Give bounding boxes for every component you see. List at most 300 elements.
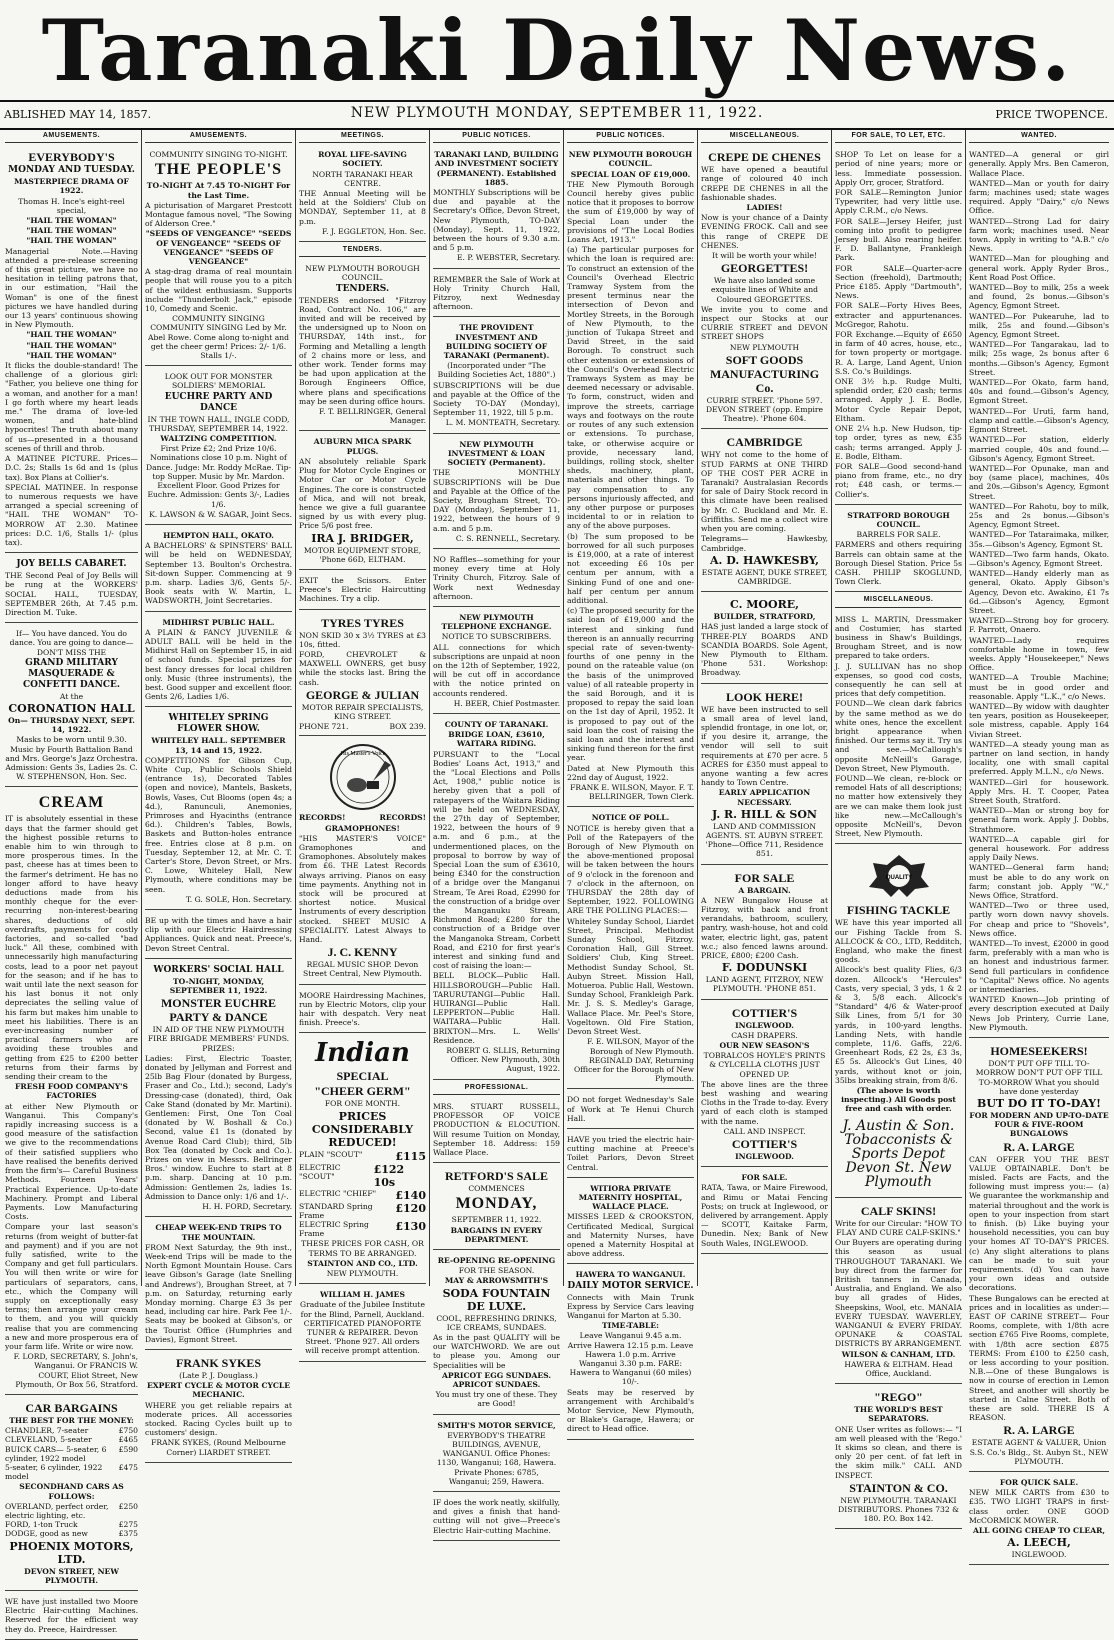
ad-look-here [701, 686, 828, 865]
ad-body: THE New Plymouth Borough Council hereby gives public notice that it proposes to borrow the sum of £19,000 by way of Special Loan under the provisions of "The Local Bodies Loans Act, 1913." [567, 179, 694, 245]
price-row: STANDARD Spring Frame £120 [299, 1201, 426, 1220]
ad-line: STAINTON AND CO., LTD. [307, 1258, 418, 1268]
ad-sign: H. BEER, Chief Postmaster. [453, 698, 560, 708]
ad-sale-reminder [567, 1091, 694, 1129]
ad-body: IT is absolutely essential in these days that the farmer should get the highest possible returns to enable him to win through to more prosperous times. In the past, cheese has at times been to the farmer's detriment. He has no longer afford to have heavy deductions made from his monthly cheque for the ever-recurring non-interest-bearing shares, deductions of old overdrafts, payments for costly factories, and so-called "bad luck." All these, combined with unnecessarily high manufacturing costs, lead to a poor net payout for the season; and if he has to wait until late the next season for his last bonus it not only depreciates the selling value of his farm but makes him unable to meet his liabilities. There is an ever-increasing number of practical farmers who are avoiding these troubles and getting from £25 to £200 better returns from their farms by sending their cream to the [5, 814, 138, 1082]
ad-hair-machine [433, 1494, 560, 1541]
column-header: MISCELLANEOUS. [701, 130, 828, 143]
ad-body: WE have opened a beautiful range of coloured 40 inch CREPE DE CHENES in all the fashionable shades. [701, 165, 828, 202]
ad-classifieds [835, 146, 962, 505]
classified: WANTED—For Rahotu, boy to milk, 25s and 2s bonus.—Gibson's Agency, Egmont Street. [969, 501, 1109, 530]
ad-sign: C. S. RENNELL, Secretary. [455, 533, 560, 543]
ad-line: APRICOT EGG SUNDAES. APRICOT SUNDAES. [442, 1370, 551, 1389]
ad-line: RE-OPENING RE-OPENING [437, 1255, 556, 1265]
column-public-notices-2 [564, 130, 698, 1434]
ad-sign: E. P. WEBSTER, Secretary. [456, 253, 560, 263]
ad-line: C. MOORE, [730, 598, 799, 612]
classified: WANTED Known—Job printing of every description executed at Daily News Job Printery, Currie Lane, New Plymouth. [969, 995, 1109, 1032]
ad-np-investment [433, 436, 560, 549]
ad-line: COMMENCES [468, 1184, 525, 1194]
ad-line: COUNTY OF TARANAKI. [444, 719, 549, 729]
price-row: 5-seater, 6 cylinder, 1922 model £475 [5, 1462, 138, 1482]
classified: ONE 2¼ h.p. New Hudson, tip-top order, tyres as new, £35 cash; terms arranged. Apply J. E. Bodle, Eltham. [835, 424, 962, 461]
ad-line: IRA J. BRIDGER, [311, 531, 414, 545]
ad-line: NORTH TARANAKI HEAR CENTRE. [312, 169, 413, 188]
ad-body: HAVE you tried the electric hair-cutting machine at Preece's Toilet Parlors, Devon Street Central. [567, 1134, 694, 1172]
ad-body: Graduate of the Jubilee Institute for the Blind, Parnell, Auckland. CERTIFICATED PIANOFORTE TUNER & REPAIRER. Devon Street. 'Phone 927. All orders will receive prompt attention. [300, 1300, 425, 1356]
ad-line: INGLEWOOD. [735, 1020, 794, 1030]
ad-line: Write for our Circular: "HOW TO FLAY AND CURE CALF-SKINS." [835, 1218, 962, 1237]
ad-line: CASH DRAPERS. [731, 1030, 798, 1040]
column-subheader: MISCELLANEOUS. [835, 594, 962, 607]
ad-wanted-list [969, 146, 1109, 1038]
ad-body: The above lines are the three best washing and wearing Cloths in the Trade to-day. Every yard of each cloth is stamped with the name. [701, 1079, 828, 1126]
ad-body: A picturisation of Margaret Prestcott Montague famous novel, "The Sowing of Alderson Cree." [145, 200, 292, 229]
ad-line: EXPERT CYCLE & MOTOR CYCLE MECHANIC. [146, 1381, 291, 1400]
ad-title: SOFT GOODS MANUFACTURING Co. [709, 352, 820, 395]
ad-line: WALTZING COMPETITION. [160, 434, 277, 444]
ad-line: AUBURN MICA SPARK PLUGS. [313, 437, 412, 456]
ad-fishing-tackle [835, 846, 962, 1197]
dateline-bar [0, 100, 1114, 130]
ad-bridge-loan [433, 716, 560, 1080]
price-row: ELECTRIC "SCOUT" £122 10s [299, 1162, 405, 1189]
classified: WANTED—A capable girl for general housework. For address apply Daily News. [969, 834, 1109, 863]
ad-body: HAS just landed a large stock of THREE-PLY BOARDS AND SCANDIA BOARDS. Sole Agent, New Plymouth to Eltham. 'Phone 531. Workshop: Broadway. [701, 622, 828, 678]
ad-daily-motor [567, 1266, 694, 1439]
ad-body: Now is your chance of a Dainty EVENING FROCK. Call and see this range of CREPE DE CHENES. [701, 213, 828, 250]
column-for-sale [832, 130, 966, 1524]
ad-title: COTTIER'S [731, 1005, 798, 1020]
ad-body: CAN OFFER YOU THE BEST VALUE OBTAINABLE. Don't be misled. Facts are Facts, and the following must impress you:— (a) We guarantee the workmanship and material throughout and the work is open to your inspection from start to finish. (b) Like buying your household necessities, you can buy your homes AT TO-DAY'S PRICES. (c) Any slight alterations to plans can be made to suit your requirements. (d) You can have your own ideas and outside decorations. [969, 1154, 1110, 1293]
ad-line: THE PROVIDENT INVESTMENT AND BUILDING SOCIETY OF TARANAKI (Permanent). [443, 323, 550, 361]
ad-frank-sykes [145, 1352, 292, 1463]
ad-sign: L. M. MONTEATH, Secretary. [445, 418, 560, 428]
ad-line: ROYAL LIFE-SAVING SOCIETY. [318, 150, 407, 169]
classified: FOR SALE—Quarter-acre Section (freehold), Dartmouth; Price £185. Apply "Dartmouth", News. [835, 263, 962, 301]
ad-body: PURSUANT to the "Local Bodies' Loans Act, 1913," and the "Local Elections and Polls Act, 1908," public notice is hereby given that a poll of ratepayers of the Waitara Riding will be held on WEDNESDAY, the 27th day of September, 1922, between the hours of 9 a.m. and 6 p.m., at the undermentioned places, on the proposal to borrow by way of Special Loan the sum of £3610, being £340 for the construction of a bridge over the Manganui Stream, Te Arei Road, £2990 for the construction of a bridge over the Manganuku Stream, Richmond Road; £280 for the construction of a Bridge over the Manganoka Stream, Corbett Road, and £210 for first year's interest and sinking fund and cost of raising the loan:— [433, 749, 560, 971]
ad-body: A MATINEE PICTURE. Prices—D.C. 2s; Stalls 1s 6d and 1s (plus tax). Box Plans at Collier's. [5, 454, 138, 482]
ad-tenders [299, 260, 426, 431]
ad-sign: F. T. BELLRINGER, General Manager. [319, 407, 426, 426]
ad-telephone [433, 609, 560, 714]
ad-line: OUR NEW SEASON'S [719, 1041, 810, 1051]
ad-line: HAWERA TO WANGANUI. [575, 1270, 686, 1280]
classified: FOUND—We clean dark fabrics by the same method as we do white ones, hence the excellent bright appearance when finished. Our terms say it. Try us and see.—McCallough's opposite McNeill's Garage, Devon Street, New Plymouth. [835, 699, 962, 773]
ad-hempton [145, 527, 292, 612]
price-row: PLAIN "SCOUT" £115 [299, 1149, 426, 1163]
classified: FOR SALE—Remington Junior Typewriter, had very little use. Apply C.R.M., c/o News. [835, 188, 962, 216]
classified: WANTED—For Tataraimaka, milker, 35s.—Gibson's Agency, Egmont St. [969, 530, 1109, 549]
ad-homeseekers [969, 1040, 1109, 1472]
ad-body: Whiteley Sunday School, Liardet Street, Principal. Methodist Sunday School, Fitzroy. Coronation Hall, Gill Street. Soldiers' Club, King Street. Methodist Sunday School, St. Aubyn Street. Mission Hall, Motueroa. Public Hall, Westown. Sunday School, Frankleigh Park. Mr. J. S. S. Medley's Garage, Wallace Place. Mr. Peel's Store, Vogeltown. Old Fire Station, Devon Street West. [567, 916, 694, 1037]
ad-line: FOR SALE. [741, 1173, 788, 1183]
classified: FOR SALE—Forty Hives Bees, extracter and appurtenances. McGregor, Rahotu. [835, 301, 962, 329]
ad-title: HOMESEEKERS! [990, 1044, 1088, 1059]
column-header: MEETINGS. [299, 130, 426, 143]
ad-line: MAY & ARROWSMITH'S [444, 1276, 549, 1286]
ad-line: On— THURSDAY NEXT, SEPT. 14, 1922. [8, 715, 135, 735]
ad-line: NOTICE OF POLL. [591, 813, 670, 823]
ad-line: "SEEDS OF VENGEANCE" "SEEDS OF VENGEANCE" "SEEDS OF VENGEANCE" "SEEDS OF VENGEANCE" [145, 229, 292, 267]
ad-title: DAILY MOTOR SERVICE. [567, 1280, 694, 1291]
ad-line: A BARGAIN. [738, 885, 791, 895]
ad-line: TO-NIGHT, MONDAY, SEPTEMBER 11, 1922. [169, 976, 268, 996]
ad-preece [145, 912, 292, 959]
ad-title: MONDAY, [455, 1195, 538, 1213]
ad-body: BELL BLOCK—Public Hall. HILLSBOROUGH—Public Hall. TARURUTANGI—Public Hall. HUIRANGI—Public Hall. LEPPERTON—Public Hall. WAITARA—Public Hall. BRIXTON—Mrs. L. Wells' Residence. [433, 971, 560, 1045]
ad-title: THE PEOPLE'S [154, 161, 283, 179]
ad-body: AN absolutely reliable Spark Plug for Motor Cycle Engines or Motor Car or Motor Cycle Engines. The core is constructed of Mica, and will not break, hence we give a full guarantee signed by us with every plug. Price 5/6 post free. [299, 456, 426, 531]
classified: WANTED—A general or girl generally. Apply Mrs. Ben Cameron, Wallace Place. [969, 150, 1109, 178]
ad-line: CHEAP WEEK-END TRIPS TO THE MOUNTAIN. [155, 1223, 282, 1242]
ad-line: WILSON & CANHAM, LTD. [841, 1349, 956, 1359]
classified: FOUND—We clean, re-block or remodel Hats of all descriptions; no matter how extensively they are we can make them look just like new.—McCallough's opposite McNeill's, Devon Street, New Plymouth. [835, 774, 962, 839]
price-row: BUICK CARS— 5-seater, 6 cylinder, 1922 model £590 [5, 1444, 138, 1463]
ad-title: COTTIER'S [731, 1137, 798, 1152]
ad-line: LAND AGENT, FITZROY, NEW PLYMOUTH. 'PHONE 851. [705, 975, 824, 994]
ad-line: FOR THE SEASON. [458, 1266, 535, 1276]
ad-flower-show [145, 709, 292, 910]
ad-body: (b) The sum proposed to be borrowed for all such purposes is £19,000, at a rate of interest not exceeding £6 10s per centum per annum, with a Sinking Fund of one and one-half per centum per annum additional. [567, 531, 694, 605]
ad-line: THE WORLD'S BEST SEPARATORS. [854, 1405, 943, 1424]
ad-haircut [5, 1593, 138, 1640]
ad-body: A BACHELORS' & SPINSTERS' BALL will be held on WEDNESDAY, September 13. Boulton's Orchestra. Sit-down Supper. Commencing at 9 p.m. sharp. Ladies 3/6, Gents 5/-. Book seats with W. Martin, L. WADSWORTH, Joint Secretaries. [145, 541, 292, 606]
ad-everybodys [5, 146, 138, 553]
svg-text:QUALITY: QUALITY [885, 875, 912, 882]
column-subheader: PROFESSIONAL. [433, 1082, 560, 1095]
ad-crepe [701, 146, 828, 429]
ad-title: FRANK SYKES [175, 1355, 261, 1370]
classified: WANTED—Girl for housework. Apply Mrs. H. T. Cooper, Patea Street South, Stratford. [969, 777, 1109, 806]
ad-line: "HAIL THE WOMAN" [26, 330, 117, 340]
ad-title: CREPE DE CHENES [708, 150, 821, 165]
ad-retford-sale [433, 1165, 560, 1250]
ad-line: ESTATE AGENT, DUKE STREET, CAMBRIDGE. [701, 567, 828, 586]
classified: WANTED—For station, elderly married couple, 40s and found.—Gibson's Agency, Egmont Street. [969, 435, 1109, 463]
ad-body: NOTICE is hereby given that a Poll of the Ratepayers of the Borough of New Plymouth on the above-mentioned proposal will be taken between the hours of 9 o'clock in the forenoon and 7 o'clock in the afternoon, on THURSDAY the 28th day of September, 1922. FOLLOWING ARE THE POLLING PLACES:— [567, 823, 694, 916]
column-amusements-1 [2, 130, 142, 1634]
ad-title: JOY BELLS CABARET. [16, 559, 127, 570]
ad-line: THE BEST FOR THE MONEY: [9, 1415, 134, 1425]
ad-line: GRAMOPHONES! [325, 823, 400, 833]
ad-line: BARRELS FOR SALE. [856, 530, 941, 540]
ad-line: If— You have danced. You do dance. You are going to dance— DON'T MISS THE [9, 629, 134, 657]
ad-line: SODA FOUNTAIN DE LUXE. [442, 1286, 551, 1313]
signature-stamp: J. Austin & Son. Tobacconists & Sports Depot Devon St. New Plymouth [842, 1117, 955, 1190]
ad-cottiers [701, 1002, 828, 1168]
ad-line: (Incorporated under "The Building Societies Act, 1880".) [437, 361, 556, 380]
ad-line: NEW PLYMOUTH BOROUGH COUNCIL. [568, 150, 693, 169]
ad-line: SMITH'S MOTOR SERVICE, [437, 1420, 556, 1430]
ad-body: WHY not come to the home of STUD FARMS at ONE THIRD OF THE COST PER ACRE in Taranaki? Australasian Records for sale of Dairy Stock record in this climate have been realised by Mr. C. Buckland and Mr. E. Griffiths. Send me a collect wire when you are coming. [701, 450, 828, 534]
ad-haircut-reminder [567, 1131, 694, 1178]
ad-title: EVERYBODY'S [28, 150, 115, 165]
ad-body: NEW MILK CARTS from £30 to £35. TWO LIGHT TRAPS in first-class order. ONE GOOD McCORMICK MOWER. [969, 1488, 1109, 1525]
column-header: WANTED. [969, 130, 1109, 143]
ad-builder [701, 594, 828, 683]
ad-body: We have also landed some exquisite lines of White and Coloured GEORGETTES. [711, 276, 818, 304]
classified: WANTED—For Opunake, man and boy (same place), machines, 40s and 20s.—Gibson's Agency, Egmont Street. [969, 463, 1109, 501]
classified: WANTED—General farm hand; must be able to do any work on farm; constant job. Apply "W.," News Office, Stratford. [969, 863, 1109, 901]
ad-line: A. D. HAWKESBY, [710, 553, 819, 567]
ad-moore-machines [299, 987, 426, 1034]
ad-body: Compare your last season's returns (from weight of butter-fat and payment) and if you are not fully satisfied, write to the Company and get full particulars. You will then write or wire for particulars of separators, cans, etc., which the Company will supply on exceptionally easy terms; then arrange your cream to them, and you will quickly realise that you are commencing a new and more prosperous era of your farm life. Write or wire now. [5, 1222, 138, 1351]
ad-line: J. R. HILL & SON [712, 807, 817, 821]
ad-title: TYRES TYRES [321, 615, 404, 630]
ad-line: BRIDGE LOAN, £3610, WAITARA RIDING. [448, 730, 545, 749]
ad-body: FARMERS and others requiring Barrels can obtain same at the Borough Diesel Station. Price 5s CASH. PHILIP SKOGLUND, Town Clerk. [835, 540, 962, 587]
ad-line: ALL GOING CHEAP TO CLEAR, [972, 1526, 1106, 1536]
ad-body: WE have just installed two Moore Electric Hair-cutting Machines. Reserved for the efficient way they do. Preece, Hairdresser. [5, 1597, 138, 1634]
ad-line: NEW PLYMOUTH TELEPHONE EXCHANGE. [441, 612, 552, 632]
ad-line: COMMUNITY SINGING TO-NIGHT. [149, 150, 288, 160]
ad-no-raffles [433, 551, 560, 607]
ad-misc [835, 611, 962, 845]
ad-line: LAND AND COMMISSION AGENTS. ST. AUBYN STREET. 'Phone—Office 711, Residence 851. [705, 821, 824, 859]
classified: ONE 3½ h.p. Rudge Multi, splendid order, £20 cash; terms arranged. Apply J. E. Bodle, Motor Cycle Repair Depot, Eltham. [835, 377, 962, 423]
ad-body: A PLAIN & FANCY JUVENILE & ADULT BALL will be held in the Midhirst Hall on September 15, in aid of school funds. Special prizes for best fancy dresses for local children only. Music (three instruments), the best. Good supper and excellent floor. Gents 2/6, Ladies 1/6. [145, 627, 292, 702]
ad-line: BARGAINS IN EVERY DEPARTMENT. [450, 1225, 543, 1244]
ad-body: Dated at New Plymouth this 22nd day of August, 1922. [567, 763, 694, 782]
ad-line: WILLIAM H. JAMES [320, 1290, 405, 1300]
ad-body: MISSES LEED & CROOKSTON, Certificated Medical, Surgical and Maternity Nurses, have opened a Maternity Hospital at above address. [567, 1212, 694, 1259]
ad-gramophones [299, 738, 426, 984]
ad-sign: F. E. WILSON, Mayor of the Borough of New Plymouth. REGINALD DAY, Returning Officer for the Borough of New Plymouth. [574, 1037, 694, 1084]
ad-body: A stag-drag drama of real mountain people that will rouse you to a pitch of the wildest enthusiasm. Supports include "Thunderbolt Jack," episode 10, Comedy and Scenic. [145, 267, 292, 314]
ad-body: WE have this year imported all our Fishing Tackle from S. ALLCOCK & CO., LTD, Redditch, England, who make the finest goods. [835, 918, 962, 965]
column-amusements-2 [142, 130, 296, 1457]
ad-line: It will be worth your while! [711, 251, 818, 261]
classified: MISS L. MARTIN, Dressmaker and Costumier, has started business in Shaw's Buildings, Brougham Street, and is now prepared to take orders. [835, 614, 962, 661]
classified: SHOP To Let on lease for a period of nine years; more or less. Immediate possession. Apply Orr, grocer, Stratford. [835, 150, 962, 187]
ad-body: Masks to be worn until 9.30. Music by Fourth Battalion Band and Mrs. George's Jazz Orchestra. Admission: Gents 3s, Ladies 2s. C. W. STEPHENSON, Hon. Sec. [5, 735, 138, 782]
ad-sign: F. LORD, SECRETARY, S. John's, Wanganui. Or FRANCIS W. COURT, Eliot Street, New Plymouth, Or Box 56, Stratford. [13, 1352, 138, 1389]
ad-body: ALL connections for which subscriptions are unpaid at noon on the 12th of September, 1922, will be cut off in accordance with the notice printed on accounts rendered. [433, 642, 560, 698]
classified: WANTED—A steady young man as partner on land section, in handy locality, one with small capital preferred. Apply M.L.N., c/o News. [969, 739, 1109, 777]
classified: WANTED—Boy to milk, 25s a week and found, 2s bonus.—Gibson's Agency, Egmont Street. [969, 283, 1109, 311]
ad-body: Ladies: First, Electric Toaster, donated by Jellyman and Forrest and 25lb Bag Flour (donated by Burgess, Fraser and Co., Ltd.); second, Lady's Dressing-case (donated), third, Oak Cake Stand (donated by Mr. Martini). Gentlemen: First, One Ton Coal (donated by W. Boshall & Co.) Second, value £1 1s (donated by Avenue Road Card Club); third, 5lb Box Tea (donated by Cock and Co.). Prizes on view in Messrs. Bellringer Bros.' window. Euchre to start at 8 p.m. sharp. Dancing at 10 p.m. Admission: Gentlemen 2s, ladies 1s. Admission to Dance only: 1/6 and 1/-. [145, 1053, 292, 1201]
price-row: OVERLAND, perfect order, electric lighting, etc. £250 [5, 1501, 138, 1520]
classified: WANTED—A Trouble Machine; must be in good order and reasonable. Apply "L.K.," c/o News. [969, 673, 1109, 701]
price-row: CHANDLER, 7-seater £750 [5, 1426, 138, 1436]
ad-line: F. DODUNSKI [721, 961, 808, 975]
ad-maternity [567, 1180, 694, 1265]
ad-body: A NEW Bungalow House at Fitzroy, with back and front verandahs, bathroom, scullery, pantry, wash-house, hot and cold water, electric light, gas, patent w.c.; also fenced lawns around. PRICE, £800; £200 Cash. [701, 895, 828, 960]
ad-title: SPECIAL [336, 1069, 389, 1084]
contact-row: PHONE 721. BOX 239. [299, 722, 426, 732]
classified: WANTED—Handy elderly man as general, Okato. Apply Gibson's Agency, Devon etc. Awakino, £1 7s 6d.—Gibson's Agency, Egmont Street. [969, 569, 1109, 615]
classified: FOR Exchange.—Equity of £650 in farm of 40 acres, house, etc., for town property or mortgage. R. A. Large, Land Agent, Union S.S. Co.'s Buildings. [835, 330, 962, 376]
ad-tyres [299, 612, 426, 737]
ad-line: BUT DO IT TO-DAY! [977, 1096, 1101, 1110]
ad-body: COMPETITIONS for Gibson Cup, White Cup, Public Schools Shield (entrance 1s), Decorated Tables (open and novice), Mantels, Baskets, Bowls, Vases, Cut Blooms (open 4s; a 4d.), Ranunculi, Anemonies, Primroses and Hyacinths (entrance 6d.). Children's Tables, Bowls, Baskets and Button-holes entrance free. Entries close at 8 p.m. on Tuesday, September 12, at Mr. C. T. Carter's Store, Devon Street, or Mrs. C. Lowe, Whiteley Hall, New Plymouth, where conditions may be seen. [145, 755, 292, 894]
ad-line: DEVON STREET, NEW PLYMOUTH. [24, 1566, 119, 1585]
classified: WANTED—For Tangarakau, lad to milk; 25s wage, 2s bonus after 6 months.—Gibson's Agency, Egmont Street. [969, 340, 1109, 377]
ad-indian [299, 1035, 426, 1284]
classified: WANTED—Man or youth for dairy farm; machines used; state wages required. Apply "Dairy," c/o News Office. [969, 178, 1109, 216]
ad-midhirst [145, 614, 292, 708]
ad-euchre [145, 368, 292, 525]
classified: WANTED—For Urutī, farm hand, clamp and cattle.—Gibson's Agency, Egmont Street. [969, 406, 1109, 435]
ad-body: ONE User writes as follows:— "I am well pleased with the 'Rego.' It skims so clean, and there is only 20 per cent. of fat left in the skim milk." CALL AND INSPECT. [835, 1424, 962, 1480]
ad-body: NON SKID 30 x 3½ TYRES at £3 10s, fitted. [299, 630, 426, 649]
ad-line: (The above is worth inspecting.) All Goods post free and cash with order. [841, 1086, 956, 1114]
ad-line: SPECIAL LOAN OF £19,000. [570, 169, 691, 179]
ad-body: SUBSCRIPTIONS will be due and payable at the Office of the Society TO-DAY (Monday), September 11, 1922, till 5 p.m. [433, 380, 560, 418]
ad-line: HAWERA & ELTHAM. Head Office, Auckland. [844, 1359, 953, 1378]
column-public-notices-1 [430, 130, 564, 1535]
ad-masquerade [5, 625, 138, 787]
ad-line: THESE PRICES FOR CASH, OR TERMS TO BE ARRANGED. [301, 1239, 424, 1258]
ad-line: MASTERPIECE DRAMA OF 1922. [14, 177, 129, 196]
classified: WANTED—Strong Lad for dairy farm work; machines used. Near town. Apply in writing to "A.B." c/o News. [969, 216, 1109, 254]
ad-title: CREAM [38, 794, 105, 812]
ad-barrels [835, 507, 962, 593]
classified: WANTED—For Pukearuhe, lad to milk, 25s and found.—Gibson's Agency, Egmont Street. [969, 311, 1109, 340]
ad-body: First Prize £2; 2nd Prize 10/6. Nominations close 10 p.m. Night of Dance. Judge: Mr. Roddy McRae. Tip-top Supper. Music by Mr. Mardon. Excellent Floor. Good Prizes for Euchre. Admission: Gents 3/-, Ladies 1/6. [145, 444, 291, 509]
ad-body: TENDERS endorsed "Fitzroy Road, Contract No. 106," are invited and will be received by the undersigned up to Noon on THURSDAY, 14th inst., for Forming and Metalling a length of 2 chains more or less, and other work. Tender forms may be had upon application at the Borough Engineers Office, where plans and specifications may be seen during office hours. [299, 295, 426, 406]
ad-line: ESTATE AGENT & VALUER, Union S.S. Co.'s Bldg., St. Aubyn St., NEW PLYMOUTH. [969, 1438, 1109, 1466]
classified: WANTED—Two or three used, partly worn down navvy shovels. For cheap and price to "Shovels", News office. [969, 901, 1109, 938]
ad-sign: ROBERT G. SLLIS, Returning Officer. New Plymouth, 30th August, 1922. [446, 1046, 560, 1074]
classified: WANTED—For Okato, farm hand, 40s and found.—Gibson's Agency, Egmont Street. [969, 378, 1109, 406]
ad-body: RATA, Tawa, or Maire Firewood, and Rimu or Matai Fencing Posts; on truck at Inglewood, or delivered by arrangement. Apply— SCOTT, Kaitake Farm, Dunedin. Nex; Bank of New South Wales, INGLEWOOD. [701, 1183, 828, 1248]
ad-title: "REGO" [874, 1390, 923, 1405]
ad-line: "HAIL THE WOMAN" [26, 350, 117, 360]
masthead [0, 0, 1114, 100]
ad-line: "HAIL THE WOMAN" [26, 236, 117, 246]
ad-line: (Late P. J. Douglass.) [179, 1370, 258, 1380]
ad-remember [433, 271, 560, 318]
quality-emblem-icon [859, 853, 939, 899]
ad-line: HEMPTON HALL, OKATO. [163, 530, 274, 540]
ad-line: INGLEWOOD. [1011, 1550, 1067, 1560]
column-header: PUBLIC NOTICES. [433, 130, 560, 143]
ad-body: WHERE you get reliable repairs at moderate prices. All accessories stocked. Racing Cycles built up to customers' design. [145, 1400, 292, 1438]
ad-line: FRESH FOOD COMPANY'S FACTORIES [15, 1082, 128, 1101]
ad-title: R. A. LARGE [1003, 1139, 1075, 1154]
ad-title: EUCHRE PARTY AND DANCE [164, 391, 273, 413]
ad-body: (a) The particular purposes for which the loan is required are: To construct an extension of the Council's Overhead Electric Tramway System from the present terminus near the intersection of Devon and Mortley Streets, in the Borough of New Plymouth, to the junction of Tukapa Street and David Street, in the said Borough. To construct such other extension or extensions of the Council's Overhead Electric Tramways System as may be deemed necessary or advisable. To form, construct, widen and improve the streets, carriage ways and footways on the route or routes of any such extension or extensions. To purchase, take, or otherwise acquire or provide, necessary land, buildings, rolling stock, shelter sheds, machinery, plant, materials and other things. To pay compensation to any persons injuriously affected, and any other purpose or purposes incidental to or in relation to any of the above purposes. [567, 245, 694, 531]
ad-body: (c) The proposed security for the said loan of £19,000 and the interest and sinking fund thereon is an annually recurring special rate of seven-twenty-fourths of one penny in the pound on the rateable value (on the basis of the unimproved value) of all rateable property in the said Borough, and it is proposed to repay the said loan on the 1st day of April, 1952. It is proposed to pay out of the said loan the cost of raising the said loan and the interest and sinking fund thereon for the first year. [567, 606, 694, 763]
ad-peoples [145, 146, 292, 366]
classified: WANTED—Two farm hands, Okato.—Gibson's Agency, Egmont Street. [969, 549, 1109, 568]
ad-line: FOR MODERN AND UP-TO-DATE FOUR & FIVE-ROOM BUNGALOWS [969, 1110, 1109, 1139]
ad-title: FOR SALE [734, 870, 795, 885]
ad-line: Telegrams— Hawkesby, Cambridge. [701, 534, 828, 553]
ad-line: BUILDER, STRATFORD, [713, 612, 816, 622]
column-header: PUBLIC NOTICES. [567, 130, 694, 143]
ad-smiths-motor [433, 1417, 560, 1492]
ad-line: "HAIL THE WOMAN" [26, 340, 117, 350]
ad-title: RETFORD'S SALE [444, 1169, 549, 1184]
ad-body: MRS. STUART RUSSELL, PROFESSOR OF VOICE PRODUCTION & ELOCUTION. Will resume Tuition on Monday, September 18. Address: 159 Wallace Place. [433, 1101, 560, 1157]
ad-line: MOTOR EQUIPMENT STORE, 'Phone 66D, ELTHAM. [303, 545, 422, 564]
ad-notice-of-poll [567, 809, 694, 1089]
ad-body: SPECIAL MATINEE. In response to numerous requests we have arranged a special screening of "HAIL THE WOMAN" TO-MORROW AT 2.30. Matinee prices: D.C. 1/6, Stalls 1/- (plus tax). [5, 482, 138, 547]
ad-line: MOTOR REPAIR SPECIALISTS, KING STREET. [301, 702, 424, 721]
ad-life-saving [299, 146, 426, 242]
ad-body: As in the past QUALITY will be our WATCHWORD. We are out to please you. Among our Specialities will be [433, 1332, 560, 1370]
ad-body: We invite you to come and inspect our Stocks at our CURRIE STREET and DEVON STREET SHOPS [701, 304, 828, 342]
ad-body: EXIT the Scissors. Enter Preece's Electric Haircutting Machines. Try a clip. [299, 575, 426, 604]
ad-rego-separators [835, 1386, 962, 1529]
ad-line: NEW PLYMOUTH [729, 342, 800, 352]
ad-body: MONTHLY Subscriptions will be due and payable at the Secretary's Office, Devon Street, New Plymouth, TO-DAY (Monday), Sept. 11, 1922, between the hours of 9.30 a.m. and 5 p.m. [433, 188, 560, 253]
ad-piano-tuner [299, 1286, 426, 1361]
ad-line: Thomas H. Ince's eight-reel special, [18, 196, 125, 215]
column-subheader: TENDERS. [299, 244, 426, 257]
ad-line: CALL AND INSPECT. [723, 1126, 806, 1136]
ad-line: "HAIL THE WOMAN" [26, 216, 117, 226]
price-row: FORD, 1-ton Truck £275 [5, 1520, 138, 1530]
ad-body: Connects with Main Trunk Express by Service Cars leaving Wanganui for Marton at 5.30. [567, 1292, 694, 1320]
classified: WANTED—Man or strong boy for general farm work. Apply J. Dobbs, Strathmore. [969, 806, 1109, 834]
ad-title: J. C. KENNY [327, 945, 398, 960]
ad-sign: FRANK SYKES, (Round Melbourne Corner) LIARDET STREET. [151, 1438, 286, 1457]
ad-body: MOORE Hairdressing Machines, run by Electric Motors, clip your hair with despatch. Very neat finish. Preece's. [299, 990, 426, 1028]
ad-line: At the [59, 691, 84, 701]
ad-cambridge [701, 431, 828, 592]
newspaper-title: Taranaki Daily News. [41, 1, 1073, 100]
established-date: ABLISHED MAY 14, 1857. [4, 108, 152, 121]
columns [2, 130, 1112, 1634]
ad-line: You must try one of these. They are Good! [435, 1390, 558, 1409]
ad-joy-bells [5, 555, 138, 623]
column-wanted [966, 130, 1112, 1560]
ad-line: REGAL MUSIC SHOP. Devon Street Central, New Plymouth. [303, 960, 422, 979]
issue-dateline: NEW PLYMOUTH MONDAY, SEPTEMBER 11, 1922. [350, 105, 764, 121]
ad-body: COMMUNITY SINGING COMMUNITY SINGING Led by Mr. Abel Rowe. Come along to-night and get the cheer germ! Prices: 2/- 1/6. Stalls 1/-. [148, 314, 289, 361]
ad-line: IN THE TOWN HALL, INGLE CODD, THURSDAY, SEPTEMBER 14, 1922. [147, 414, 290, 433]
ad-title: CAMBRIDGE [726, 435, 803, 450]
classified: WANTED—To invest, £2000 in good farm, preferably with a man who is an honest and industrious farmer. Send full particulars in confidence to "Capital" News office. No agents or intermediaries. [969, 939, 1109, 995]
column-miscellaneous [698, 130, 832, 1286]
ad-body: FROM Next Saturday, the 9th inst., Week-end Trips will be made to the North Egmont Mountain House. Cars leave Gibson's Garage (late Snelling and Andrews'), Broughan Street, at 7 p.m. on Saturday, returning early Monday morning. Charge £3 3s per head, including car hire. Park Fee 1/-. Seats may be booked at Gibson's, or the Tourist Office (Humphries and Davies), Egmont Street. [145, 1242, 292, 1344]
price-row: ELECTRIC Spring Frame £130 [299, 1220, 426, 1239]
ad-line: FOR QUICK SALE. [999, 1478, 1079, 1488]
classified: WANTED—Strong boy for grocery. F. Parrott, Onaero. [969, 616, 1109, 635]
ad-body: THE Second Peal of Joy Bells will be rung at the WORKERS' SOCIAL HALL, TUESDAY, SEPTEMBER 26th, At 7.45 p.m. Direction M. Tuke. [5, 571, 138, 617]
ad-body: Leave Wanganui 9.45 a.m. Arrive Hawera 12.15 p.m. Leave Hawera 1.0 p.m. Arrive Wanganui 3.30 p.m. FARE: Hawera to Wanganui (60 miles) 10/-. [567, 1331, 694, 1387]
ad-body: IF does the work neatly, skilfully, and gives a finish that hand-cutting will not give—Preece's Electric Hair-cutting Machine. [433, 1497, 560, 1535]
ad-body: Our Buyers are operating during this season as usual THROUGHOUT TARANAKI. We buy direct from the farmer for British tanners in Canada, Australia, and England. We also buy all grades of Hides, Sheepskins, Wool, etc. MANAIA EVERY TUESDAY. WAVERLEY, WANGANUI & EVERY FRIDAY. OPUNAKE & COASTAL DISTRICTS BY ARRANGEMENT. [835, 1238, 962, 1349]
classified: WANTED—Man for ploughing and general work. Apply Ryder Bros., Kent Road Post Office. [969, 254, 1109, 282]
ad-body: NO Raffles—something for your money every time at Holy Trinity Church, Fitzroy. Sale of Work next Wednesday afternoon. [433, 554, 560, 601]
ad-title: "CHEER GERM" [314, 1084, 411, 1099]
classified: FOR SALE—Jersey Heifer, just coming into profit to pedigree Jersey bull. Also rearing heifer. F. D. Ballantyne, Frankleigh Park. [835, 216, 962, 263]
ad-line: LADIES! [746, 203, 783, 213]
ad-line: WHITELEY HALL. SEPTEMBER 13, 14 and 15, 1922. [151, 736, 286, 755]
price-row: DODGE, good as new £375 [5, 1529, 138, 1539]
column-header: AMUSEMENTS. [5, 130, 138, 143]
ad-monster-euchre [145, 961, 292, 1217]
ad-line: PRICES CONSIDERABLY REDUCED! [311, 1109, 414, 1149]
ad-cream [5, 789, 138, 1395]
ad-elocution [433, 1098, 560, 1163]
svg-text:His Master's Voice: His Master's Voice [340, 751, 386, 758]
indian-logo: Indian [315, 1038, 410, 1069]
ad-title: FISHING TACKLE [846, 903, 951, 918]
ad-body: THE Annual Meeting will be held at the Soldiers' Club on MONDAY, September 11, at 8 p.m. [299, 189, 426, 226]
ad-body: THE MONTHLY SUBSCRIPTIONS will be Due and Payable at the Office of the Society, Brougham Street, TO-DAY (Monday), September 11, 1922, between the hours of 9 a.m. and 5 p.m. [433, 468, 560, 533]
ad-calf-skins [835, 1200, 962, 1384]
ad-mountain-trips [145, 1219, 292, 1350]
ad-line: INGLEWOOD. [735, 1152, 794, 1162]
classified: FOR SALE—Good second-hand piano from frame, etc., no dry rot; £48 cash, or terms.—Collier's. [835, 461, 962, 499]
ad-line: PHOENIX MOTORS, LTD. [9, 1539, 134, 1566]
